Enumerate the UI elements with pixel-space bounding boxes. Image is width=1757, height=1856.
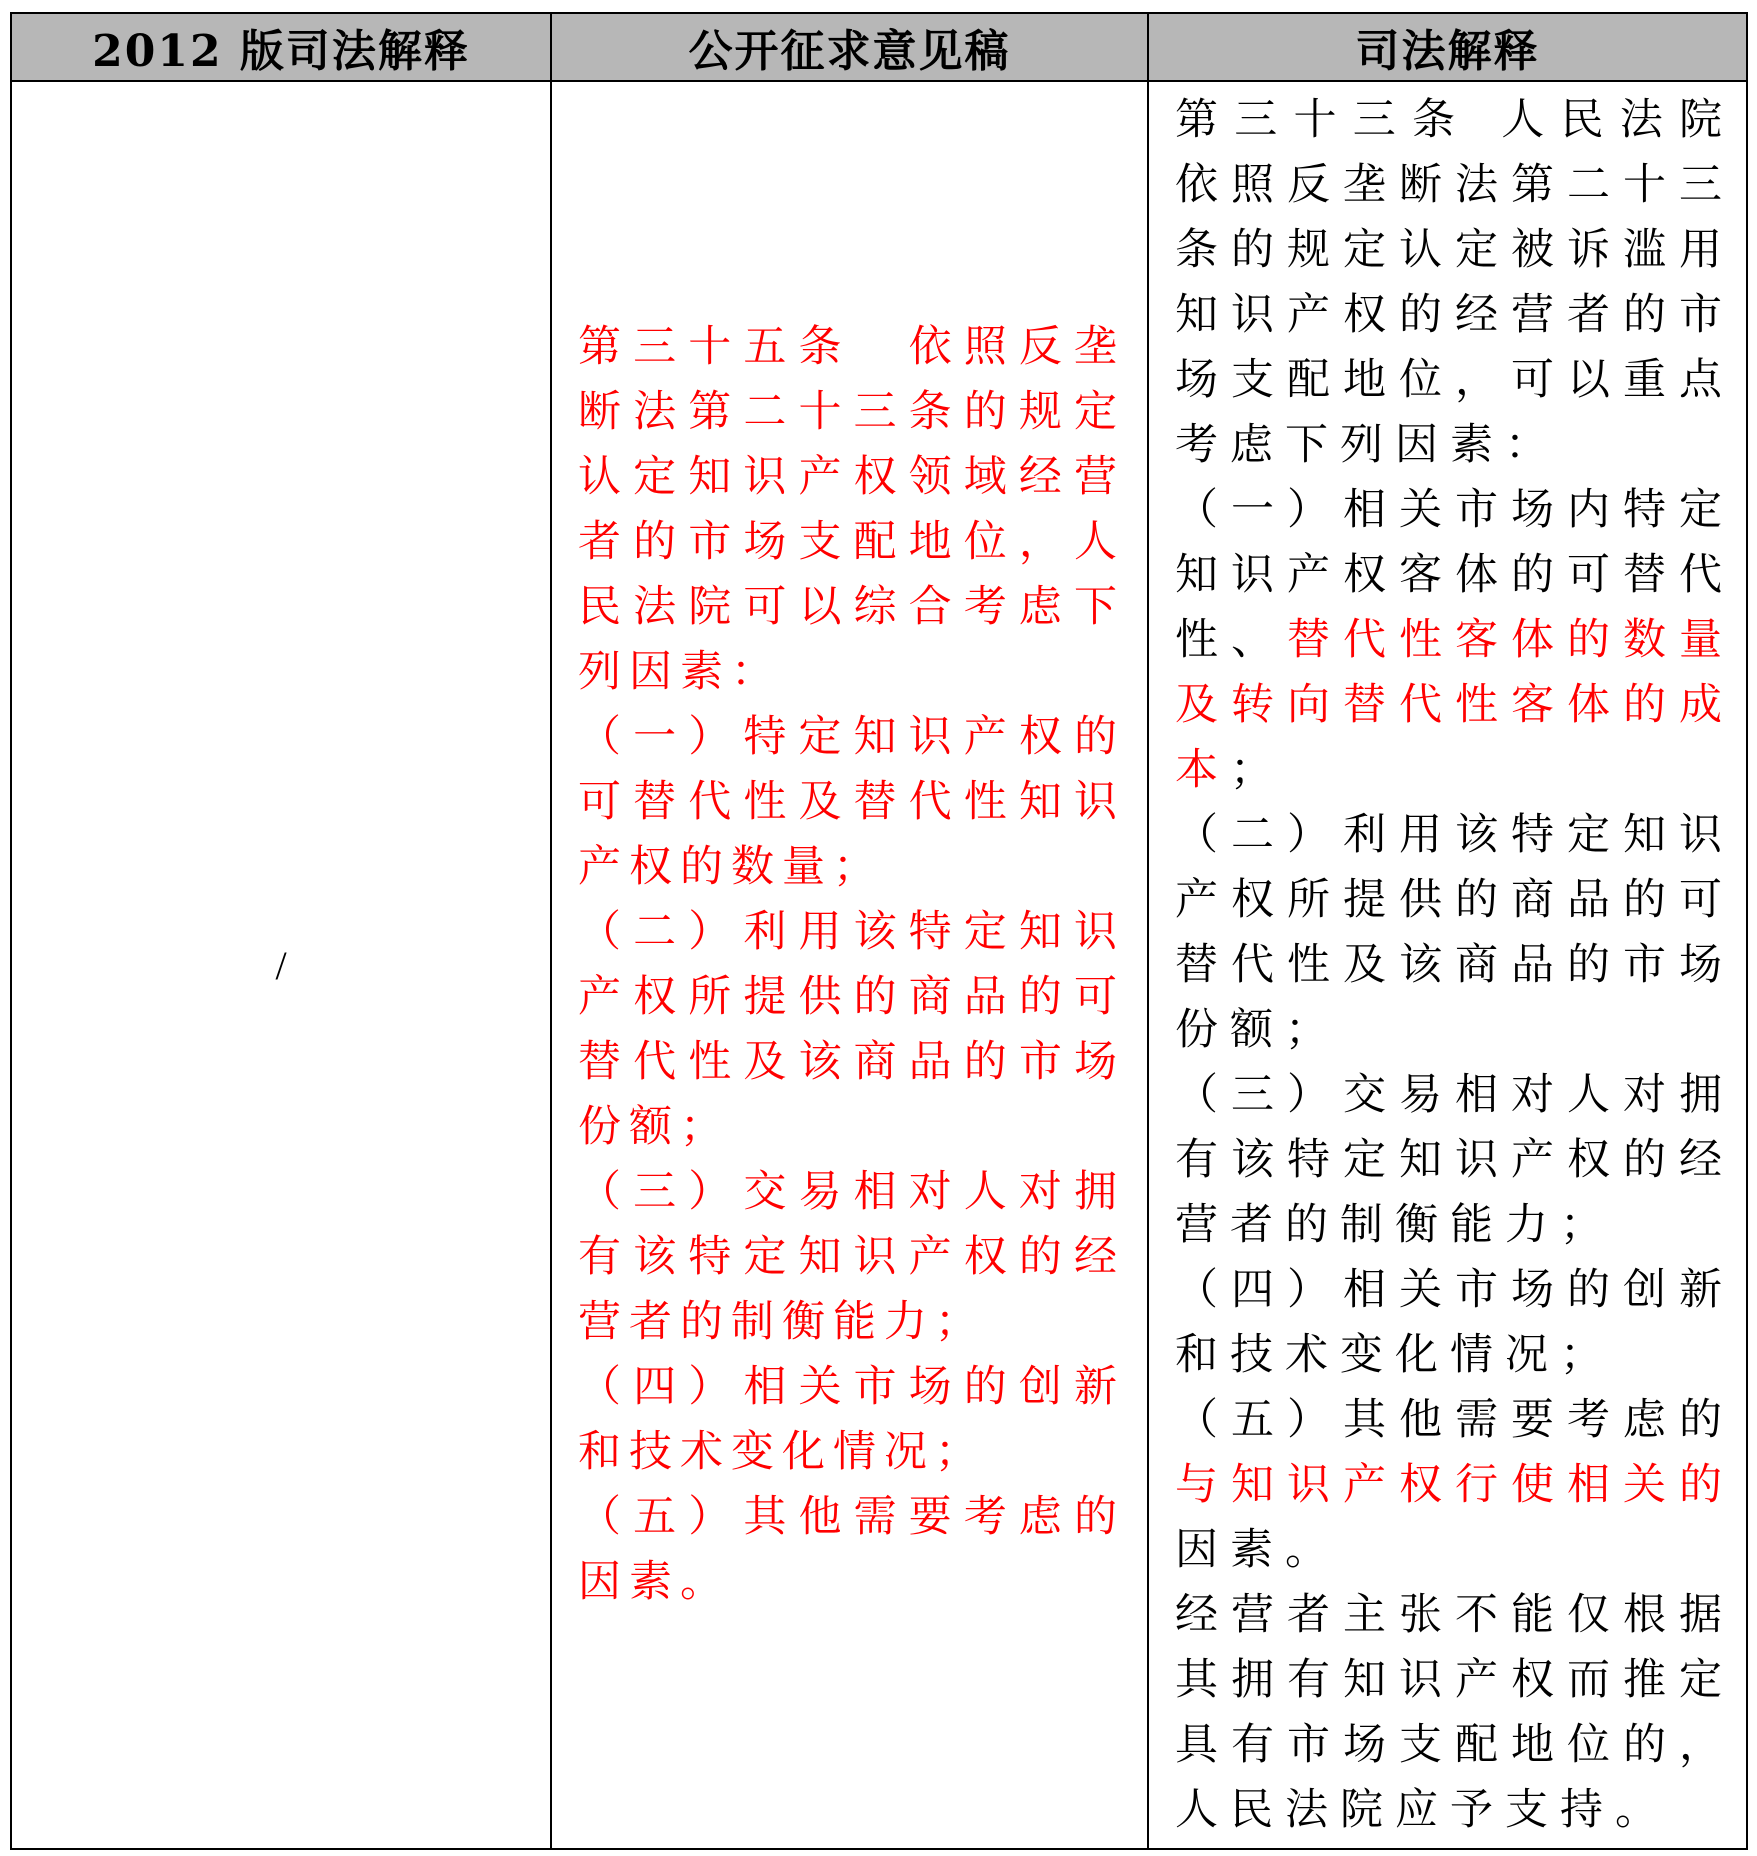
final-item-1-added-text: 替代性客体的数量及转向替代性客体的成本 (1175, 615, 1734, 795)
old-version-placeholder: / (275, 942, 287, 988)
draft-item-5: （五）其他需要考虑的因素。 (578, 1492, 1125, 1607)
content-row (11, 81, 1747, 1849)
draft-item-4: （四）相关市场的创新和技术变化情况； (578, 1362, 1125, 1477)
final-item-5 (1175, 1388, 1734, 1583)
draft-item-2: （二）利用该特定知识产权所提供的商品的可替代性及该商品的市场份额； (578, 907, 1125, 1152)
draft-item-1: （一）特定知识产权的可替代性及替代性知识产权的数量； (578, 712, 1125, 892)
final-item-5-end: 因素。 (1175, 1525, 1340, 1575)
draft-version-cell (551, 81, 1148, 1849)
header-row (11, 13, 1747, 81)
final-item-2: （二）利用该特定知识产权所提供的商品的可替代性及该商品的市场份额； (1175, 810, 1734, 1055)
header-draft-version: 公开征求意见稿 (551, 13, 1148, 81)
final-item-5-added-text: 与知识产权行使相关的 (1175, 1460, 1734, 1510)
old-version-cell (11, 81, 551, 1849)
header-old-version: 2012 版司法解释 (11, 13, 551, 81)
final-closing-paragraph: 经营者主张不能仅根据其拥有知识产权而推定具有市场支配地位的，人民法院应予支持。 (1175, 1590, 1734, 1835)
final-item-5-text: （五）其他需要考虑的 (1175, 1395, 1734, 1445)
final-item-1-text: （一）相关市场内特定知识产权客体的可替代性、 (1175, 485, 1734, 665)
draft-article-intro: 第三十五条 依照反垄断法第二十三条的规定认定知识产权领域经营者的市场支配地位，人民法院可以综合考虑下列因素： (578, 322, 1125, 697)
comparison-table (10, 12, 1748, 1850)
final-version-cell (1148, 81, 1747, 1849)
final-item-1-end: ； (1230, 745, 1285, 795)
header-final-version: 司法解释 (1148, 13, 1747, 81)
draft-item-3: （三）交易相对人对拥有该特定知识产权的经营者的制衡能力； (578, 1167, 1125, 1347)
final-item-4: （四）相关市场的创新和技术变化情况； (1175, 1265, 1734, 1380)
final-article-intro: 第三十三条 人民法院依照反垄断法第二十三条的规定认定被诉滥用知识产权的经营者的市场支配地位，可以重点考虑下列因素： (1175, 95, 1734, 470)
final-item-3: （三）交易相对人对拥有该特定知识产权的经营者的制衡能力； (1175, 1070, 1734, 1250)
final-item-1 (1175, 478, 1734, 803)
